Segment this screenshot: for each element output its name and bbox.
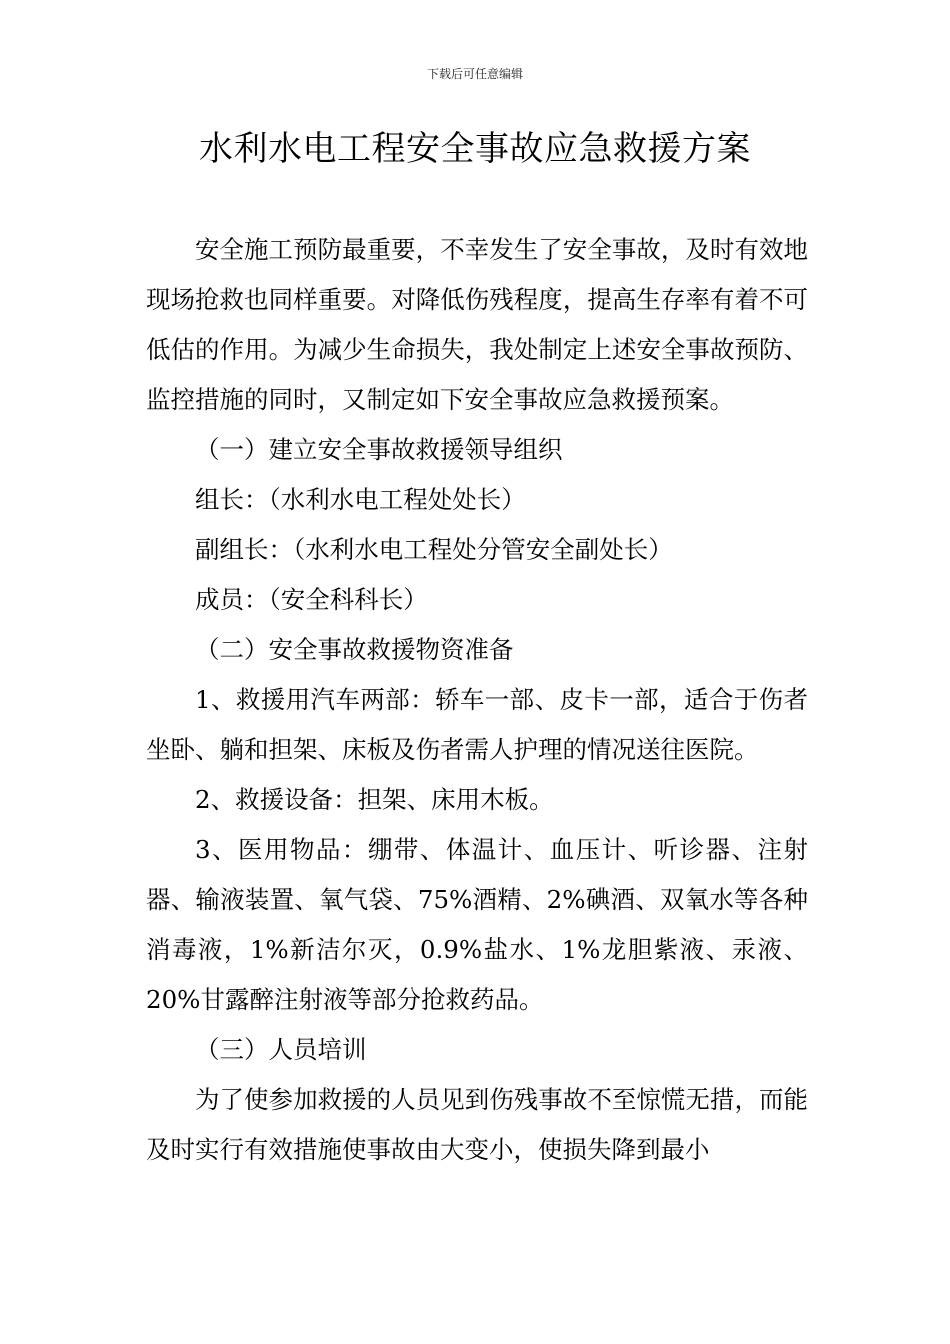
supply-item-2: 2、救援设备：担架、床用木板。 (195, 785, 554, 814)
deputy-line: 副组长：（水利水电工程处分管安全副处长） (195, 535, 673, 564)
members-line: 成员：（安全科科长） (195, 585, 428, 614)
supply-item-1: 1、救援用汽车两部：轿车一部、皮卡一部，适合于伤者坐卧、躺和担架、床板及伤者需人护理的情况送往医院。 (146, 685, 808, 764)
leader-line: 组长：（水利水电工程处处长） (195, 485, 526, 514)
document-title: 水利水电工程安全事故应急救援方案 (199, 129, 751, 169)
document-body (146, 225, 808, 1175)
section2-heading: （二）安全事故救援物资准备 (195, 635, 514, 664)
section3-heading: （三）人员培训 (195, 1035, 367, 1064)
intro-paragraph: 安全施工预防最重要，不幸发生了安全事故，及时有效地现场抢救也同样重要。对降低伤残程度，提高生存率有着不可低估的作用。为减少生命损失，我处制定上述安全事故预防、监控措施的同时，又制定如下安全事故应急救援预案。 (146, 235, 808, 414)
supply-item-3: 3、医用物品：绷带、体温计、血压计、听诊器、注射器、输液装置、氧气袋、75%酒精、2%碘酒、双氧水等各种消毒液，1%新洁尔灭，0.9%盐水、1%龙胆紫液、汞液、20%甘露醉注射液等部分抢救药品。 (146, 835, 808, 1014)
header-note: 下载后可任意编辑 (426, 67, 523, 81)
training-paragraph: 为了使参加救援的人员见到伤残事故不至惊慌无措，而能及时实行有效措施使事故由大变小，使损失降到最小 (146, 1085, 808, 1164)
section1-heading: （一）建立安全事故救援领导组织 (195, 435, 563, 464)
